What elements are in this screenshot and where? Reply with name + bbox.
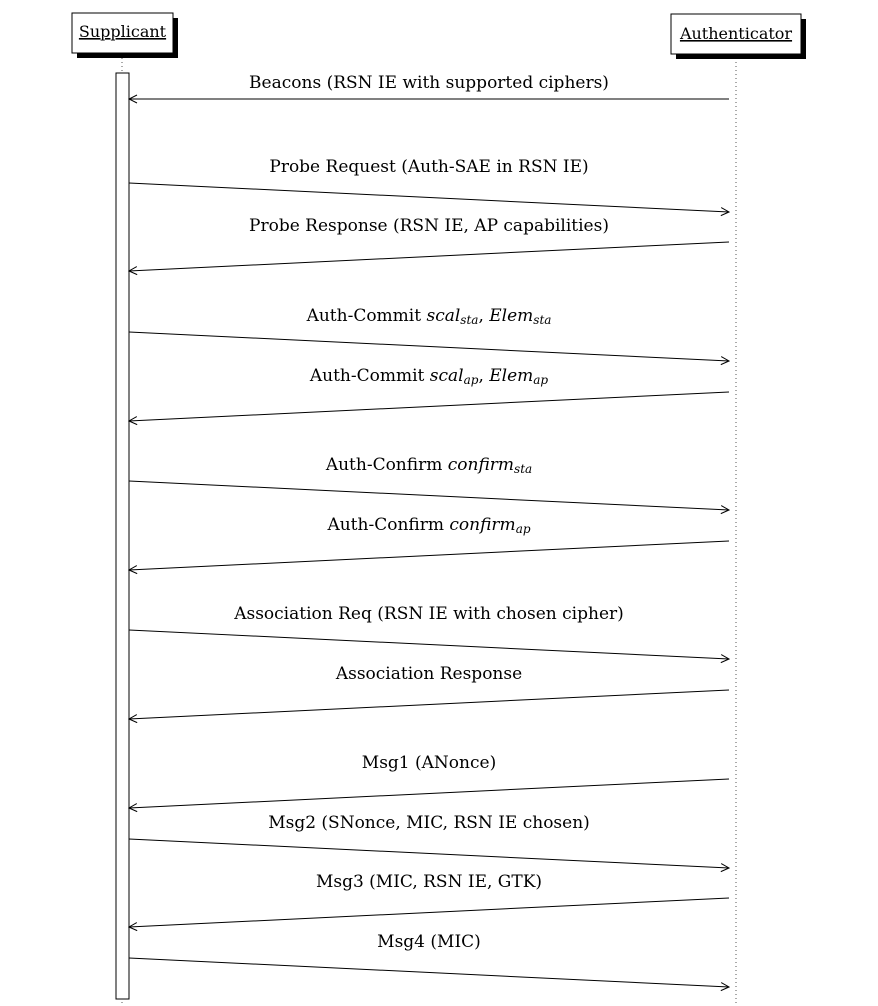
message-arrow [129,541,729,570]
authenticator-actor [671,14,806,59]
messages-group [129,73,729,987]
message-arrow [129,481,729,510]
message-label: Auth-Commit scalap, Elemap [309,366,549,387]
message-label: Association Req (RSN IE with chosen cipher) [234,604,624,624]
message-label: Beacons (RSN IE with supported ciphers) [249,73,609,93]
message-label: Auth-Confirm confirmap [327,515,531,536]
message-arrow [129,690,729,719]
message-arrow [129,839,729,868]
supplicant-label: Supplicant [78,22,167,41]
supplicant-activation-bar [116,73,129,999]
message-arrow [129,183,729,212]
message-label: Association Response [335,664,523,684]
message-label: Msg3 (MIC, RSN IE, GTK) [315,872,543,892]
message-arrow [129,779,729,808]
message-arrow [129,392,729,421]
message-label: Probe Response (RSN IE, AP capabilities) [249,216,609,236]
message-label: Auth-Confirm confirmsta [325,455,533,476]
message-label: Msg2 (SNonce, MIC, RSN IE chosen) [268,813,590,833]
authenticator-label: Authenticator [679,24,793,43]
message-label: Probe Request (Auth-SAE in RSN IE) [269,157,589,177]
supplicant-actor [72,13,178,58]
message-arrow [129,958,729,987]
message-label: Auth-Commit scalsta, Elemsta [306,306,552,327]
message-arrow [129,332,729,361]
message-label: Msg1 (ANonce) [361,753,497,773]
message-arrow [129,898,729,927]
message-label: Msg4 (MIC) [377,932,481,952]
message-arrow [129,630,729,659]
message-arrow [129,242,729,271]
